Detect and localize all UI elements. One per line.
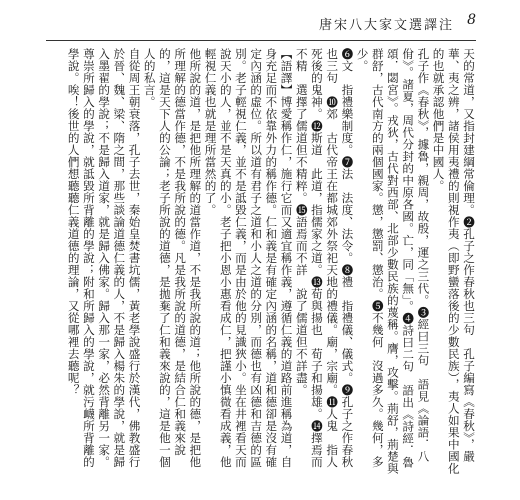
annotation-paragraph: 孔子作《春秋》，據魯，親周，故殷，運之三代。❸經曰三句 語見《論語．八佾》。諸夏，周代分封的中原各國。亡，同「無」。❹詩曰二句 語出《詩經．魯頌．閟宮》。戎狄，古代對西部、北部少數民族的蔑稱。膺，攻擊。荊舒，荊楚與群舒，古代南方的兩個國家。懲，懲罰、懲治。❺不幾何 沒過多久。幾何，多少。 [355, 48, 431, 475]
running-title: 唐宋八大家文選譯注 [318, 18, 454, 33]
translation-paragraph: 自從周王朝衰落，孔子去世，秦始皇焚書坑儒，黃老學說盛行於漢代，佛教盛行於晉、魏、梁、隋之間，那些談論道德仁義的人，不是歸入楊朱的學說，就是歸入墨翟的學說；不是歸入道家，就是歸入佛家。歸入那一家，必然背離另一家。尊崇所歸入的學說，就詆毀所背離的學說；附和所歸入的學說，就污衊所背離的學說。唉！後世的人們想聽聽仁義道德的理論，又從哪裡去聽呢？ [66, 48, 142, 468]
annotation-paragraph: ❻文 指禮樂制度。❼法 法度、法令。❽禮 指禮儀、儀式。❾孔子之作春秋也三句 ❿郊 古代帝王在都城郊外祭祀天地的禮儀。廟，宗廟。⓫人鬼 指人死後的鬼神。⓬斯道 此道，指儒家之道。⓭荀與揚也 荀子和揚雄。⓮擇焉而不精 選擇了儒道但不精粹。⓯語焉而不詳 說了儒道但不詳盡。 [294, 48, 355, 468]
body-text [46, 48, 476, 478]
page-number: 8 [467, 12, 476, 28]
annotation-paragraph: 天的常道，又指封建綱常倫理。❷孔子之作春秋也三句 孔子編寫《春秋》，嚴華、夷之辨，諸侯用夷禮的則視作夷（即野蠻落後的少數民族），夷人如果中國化的也就承認他們是中國人。 [431, 48, 476, 475]
translation-paragraph: 【語譯】博愛稱作仁，施行它而又適宜稱作義，遵循仁義的道路前進稱為道，自身充足而不依靠外力的稱作德。仁和義是有確定內涵的名稱，道和德卻是沒有確定內涵的虛位。所以道有君子之道和小人之道的分別，而德也有凶德和吉德的區別。老子輕視仁義，並不是詆毀仁義，而是由於他的見識狹小。坐在井裡看天而說天小的人，並不是天真的小。老子把小恩小惠看成仁，把謹小慎微看成義，他輕視仁義也就是理所當然的了。 [203, 48, 294, 468]
translation-paragraph: 他所說的道，是把他所理解的道當作道，不是我所說的道；他所說的德，是把他所理解的德當作德，不是我所說的德。凡是我所說的道德，是結合仁和義來說的，這是天下人的公論；老子所說的道德，是拋棄了仁和義來說的，這是他一個人的私言。 [142, 48, 203, 468]
header-rule [46, 40, 476, 41]
